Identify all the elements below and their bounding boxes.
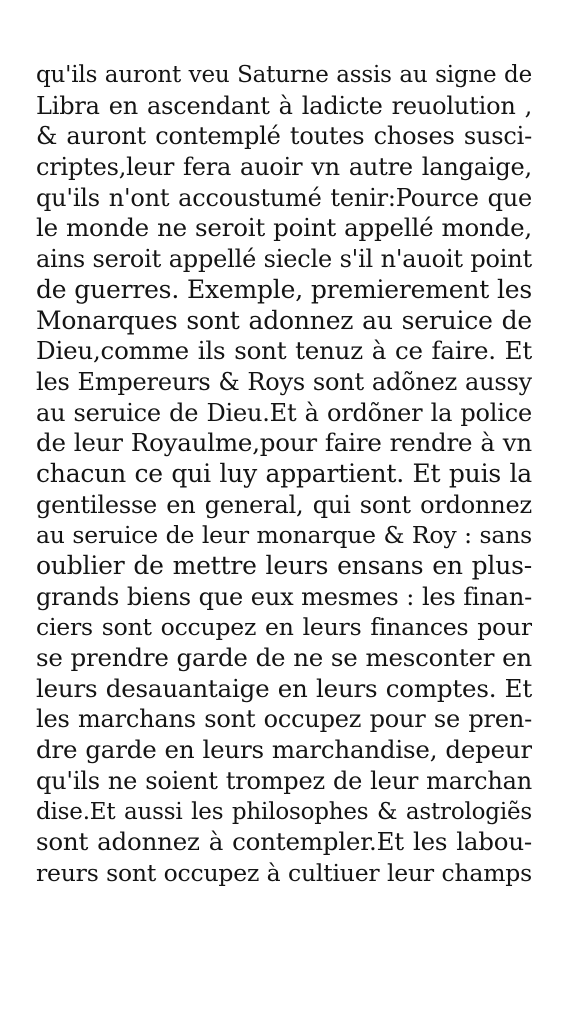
text-line: ains seroit appellé siecle s'il n'auoit point (36, 245, 532, 274)
text-line: les marchans sont occupez pour se pren- (36, 705, 532, 734)
text-line: se prendre garde de ne se mesconter en (36, 643, 532, 673)
text-line: Libra en ascendant à ladicte reuolution , (36, 91, 532, 120)
text-line: Monarques sont adonnez au seruice de (36, 305, 532, 335)
text-line: gentilesse en general, qui sont ordonnez (36, 490, 532, 519)
text-line: qu'ils ne soient trompez de leur marchan (36, 766, 532, 795)
text-line: les Empereurs & Roys sont adõnez aussy (36, 367, 532, 396)
text-line: & auront contemplé toutes choses susci- (36, 122, 532, 151)
text-line: criptes,leur fera auoir vn autre langaige, (36, 153, 532, 182)
text-line: ciers sont occupez en leurs finances pour (36, 613, 532, 642)
text-line: le monde ne seroit point appellé monde, (36, 213, 532, 243)
text-line: qu'ils n'ont accoustumé tenir:Pource que (36, 183, 532, 212)
text-line: grands biens que eux mesmes : les finan- (36, 582, 532, 611)
text-line: oublier de mettre leurs ensans en plus- (36, 551, 532, 580)
text-line: de leur Royaulme,pour faire rendre à vn (36, 428, 532, 458)
text-line: au seruice de leur monarque & Roy : sans (36, 521, 532, 550)
text-block (36, 60, 532, 889)
text-line: reurs sont occupez à cultiuer leur champs (36, 858, 532, 887)
text-line: qu'ils auront veu Saturne assis au signe de (36, 62, 532, 88)
text-line: dise.Et aussi les philosophes & astrologiẽs (36, 798, 532, 825)
text-line: dre garde en leurs marchandise, depeur (36, 735, 532, 765)
text-line: Dieu,comme ils sont tenuz à ce faire. Et (36, 336, 532, 366)
text-line: sont adonnez à contempler.Et les labou- (36, 827, 532, 857)
text-line: leurs desauantaige en leurs comptes. Et (36, 673, 532, 703)
text-line: au seruice de Dieu.Et à ordõner la police (36, 398, 532, 427)
text-line: de guerres. Exemple, premierement les (36, 274, 532, 304)
text-line: chacun ce qui luy appartient. Et puis la (36, 458, 532, 488)
